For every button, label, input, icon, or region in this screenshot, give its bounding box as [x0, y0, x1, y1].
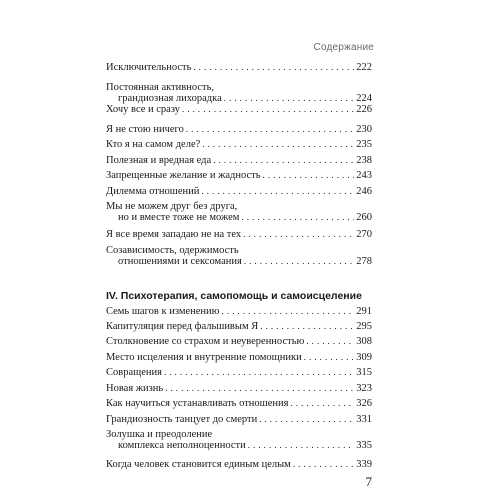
toc-entry-line: [106, 82, 372, 93]
dot-leader: [259, 414, 354, 425]
toc-entry-line: [106, 459, 372, 470]
toc-entry-line: [106, 170, 372, 181]
toc-entry-line: [106, 201, 372, 212]
toc-entry-page: 309: [356, 352, 372, 363]
toc-entry-page: 260: [356, 212, 372, 223]
toc-entry-line: [106, 367, 372, 378]
toc-entry-page: 246: [356, 186, 372, 197]
toc-entry: [106, 306, 372, 317]
toc-entry-line: [106, 321, 372, 332]
toc-entry-line: [106, 440, 372, 451]
toc-entry-title: Я не стою ничего: [106, 124, 184, 135]
toc-entry: [106, 82, 372, 104]
toc-entry-page: 230: [356, 124, 372, 135]
toc-entry-title: Новая жизнь: [106, 383, 164, 394]
toc-entry-line: [106, 245, 372, 256]
dot-leader: [293, 459, 354, 470]
toc-entry: [106, 429, 372, 451]
dot-leader: [304, 352, 354, 363]
toc-entry-page: 335: [356, 440, 372, 451]
toc-entry: [106, 201, 372, 223]
dot-leader: [201, 186, 354, 197]
toc-entry-page: 295: [356, 321, 372, 332]
toc-entry-title: Когда человек становится единым целым: [106, 459, 291, 470]
toc-entry-line: [106, 186, 372, 197]
toc-entry-page: 235: [356, 139, 372, 150]
toc-entry: [106, 336, 372, 347]
toc-entry-line: [106, 336, 372, 347]
toc-entry-line: [106, 256, 372, 267]
toc-entry-line: [106, 383, 372, 394]
toc-entry-title: но и вместе тоже не можем: [118, 212, 240, 223]
toc-entry: [106, 170, 372, 181]
toc-entry-line: [106, 398, 372, 409]
dot-leader: [244, 256, 354, 267]
toc-entry-page: 226: [356, 104, 372, 115]
dot-leader: [224, 93, 354, 104]
toc-entry: [106, 245, 372, 267]
toc-entry-line: [106, 414, 372, 425]
page-number: 7: [365, 474, 372, 489]
toc-entry-title: Полезная и вредная еда: [106, 155, 212, 166]
dot-leader: [260, 321, 354, 332]
dot-leader: [290, 398, 354, 409]
toc-entry: [106, 414, 372, 425]
toc-entry-title: Как научиться устанавливать отношения: [106, 398, 289, 409]
toc-entry: [106, 62, 372, 73]
toc-entry-line: [106, 429, 372, 440]
toc-entry-title: Мы не можем друг без друга,: [106, 201, 238, 212]
toc-entry-page: 238: [356, 155, 372, 166]
dot-leader: [165, 383, 354, 394]
toc-entry-line: [106, 212, 372, 223]
toc-entry: [106, 398, 372, 409]
toc-entry-title: Место исцеления и внутренние помощники: [106, 352, 302, 363]
toc-entry-title: Хочу все и сразу: [106, 104, 181, 115]
toc-entry-title: Семь шагов к изменению: [106, 306, 220, 317]
toc-entry-page: 315: [356, 367, 372, 378]
toc-entry-line: [106, 139, 372, 150]
toc-entry: [106, 229, 372, 240]
dot-leader: [213, 155, 354, 166]
toc-entry-title: Столкновение со страхом и неуверенностью: [106, 336, 305, 347]
toc-entry-page: 243: [356, 170, 372, 181]
toc-entry-page: 222: [356, 62, 372, 73]
toc-entry: [106, 352, 372, 363]
dot-leader: [263, 170, 354, 181]
toc-entry-page: 278: [356, 256, 372, 267]
dot-leader: [243, 229, 354, 240]
dot-leader: [202, 139, 354, 150]
toc-entry-page: 291: [356, 306, 372, 317]
toc-entry-line: [106, 352, 372, 363]
toc-entry-title: Капитуляция перед фальшивым Я: [106, 321, 259, 332]
toc-entry-line: [106, 93, 372, 104]
toc-entry-title: комплекса неполноценности: [118, 440, 246, 451]
dot-leader: [306, 336, 354, 347]
toc-entry-title: Запрещенные желание и жадность: [106, 170, 261, 181]
toc-entry-page: 224: [356, 93, 372, 104]
toc-entry-page: 308: [356, 336, 372, 347]
toc-entry: [106, 321, 372, 332]
dot-leader: [182, 104, 354, 115]
toc-entry-line: [106, 124, 372, 135]
toc-entry-line: [106, 229, 372, 240]
dot-leader: [164, 367, 354, 378]
toc-entry-title: Кто я на самом деле?: [106, 139, 201, 150]
toc-entry-page: 323: [356, 383, 372, 394]
dot-leader: [222, 306, 355, 317]
toc-entry-page: 331: [356, 414, 372, 425]
toc-entry-title: отношениями и сексомания: [118, 256, 242, 267]
toc-entry: [106, 124, 372, 135]
toc-entry-page: 326: [356, 398, 372, 409]
toc-entry-title: Совращения: [106, 367, 162, 378]
toc-entry-line: [106, 62, 372, 73]
toc-entry: [106, 104, 372, 115]
toc-entry-title: Золушка и преодоление: [106, 429, 213, 440]
toc-entry-page: 270: [356, 229, 372, 240]
toc-entry-line: [106, 306, 372, 317]
toc-entry: [106, 459, 372, 470]
toc-entry: [106, 367, 372, 378]
toc-entry: [106, 186, 372, 197]
section-heading: IV. Психотерапия, самопомощь и самоисцеление: [106, 290, 362, 302]
toc-entry-title: грандиозная лихорадка: [118, 93, 222, 104]
toc-entry-title: Созависимость, одержимость: [106, 245, 239, 256]
running-head: Содержание: [313, 42, 374, 53]
toc-entry: [106, 383, 372, 394]
toc-entry-line: [106, 104, 372, 115]
toc-entry-line: [106, 155, 372, 166]
dot-leader: [186, 124, 354, 135]
toc-entry-title: Я все время западаю не на тех: [106, 229, 242, 240]
toc-entry-title: Дилемма отношений: [106, 186, 200, 197]
dot-leader: [241, 212, 354, 223]
toc-entry-page: 339: [356, 459, 372, 470]
toc-entry-title: Постоянная активность,: [106, 82, 215, 93]
dot-leader: [248, 440, 354, 451]
toc-entry: [106, 155, 372, 166]
toc-entry-title: Исключительность: [106, 62, 192, 73]
toc-entry: [106, 139, 372, 150]
toc-entry-title: Грандиозность танцует до смерти: [106, 414, 258, 425]
dot-leader: [193, 62, 354, 73]
